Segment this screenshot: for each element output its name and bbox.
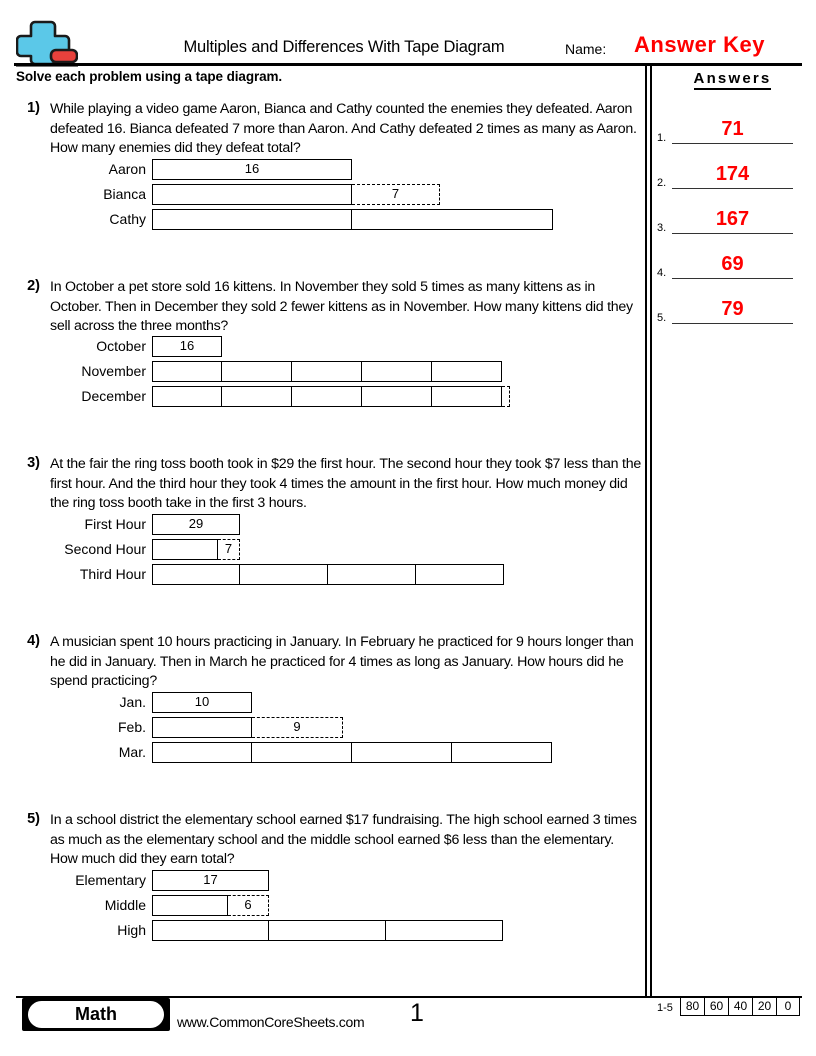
page-number: 1 — [410, 999, 424, 1027]
score-box: 60 — [704, 997, 728, 1016]
tape-row-label: October — [96, 338, 146, 354]
problem-text: At the fair the ring toss booth took in $29 the first hour. The second hour they took $7 less than the first hour. And the third hour they took 4 times the amount in the first hour. How much money did the ring toss booth take in the first 3 hours. — [50, 456, 641, 512]
tape-segment-dashed: 7 — [218, 539, 240, 560]
answer-blank-line — [672, 188, 793, 190]
tape-diagram-row — [0, 692, 640, 716]
tape-segment-dashed: 9 — [252, 717, 343, 738]
tape-row-label: Second Hour — [64, 541, 146, 557]
tape-segment-dashed — [502, 386, 510, 407]
tape-segment: 29 — [152, 514, 240, 535]
tape-segment — [252, 742, 352, 763]
problem-text: In a school district the elementary school earned $17 fundraising. The high school earned 3 times as much as the elementary school and the middle school earned $6 less than the elementary. How much did they earn total? — [50, 812, 637, 868]
tape-diagram-row — [0, 159, 640, 183]
tape-segment — [152, 539, 218, 560]
tape-diagram-row — [0, 870, 640, 894]
answer-number: 4. — [657, 267, 667, 279]
name-label: Name: — [565, 41, 607, 57]
tape-segment — [152, 209, 352, 230]
tape-diagram-row — [0, 717, 640, 741]
problem-number: 3) — [27, 455, 40, 471]
tape-segment — [292, 361, 362, 382]
tape-segment — [386, 920, 503, 941]
answer-blank-line — [672, 278, 793, 280]
answer-value: 79 — [721, 298, 744, 320]
tape-segment — [222, 361, 292, 382]
tape-segment — [432, 386, 502, 407]
answer-number: 3. — [657, 222, 667, 234]
answer-number: 5. — [657, 312, 667, 324]
tape-diagram-row — [0, 386, 640, 410]
tape-segment: 16 — [152, 159, 352, 180]
problem-number: 2) — [27, 278, 40, 294]
tape-segment: 16 — [152, 336, 222, 357]
answer-value: 69 — [721, 253, 744, 275]
answers-heading-label: Answers — [694, 70, 772, 90]
tape-row-label: Bianca — [103, 186, 146, 202]
tape-diagram-row — [0, 920, 640, 944]
tape-segment — [152, 717, 252, 738]
tape-segment — [328, 564, 416, 585]
answer-row — [657, 284, 797, 324]
tape-segment — [152, 742, 252, 763]
problem-text: A musician spent 10 hours practicing in January. In February he practiced for 9 hours longer than he did in January. Then in March he practiced for 4 times as long as January. How hours did he spend practicing? — [50, 634, 634, 690]
website-url: www.CommonCoreSheets.com — [177, 1014, 365, 1030]
tape-diagram-row — [0, 361, 640, 385]
tape-segment — [269, 920, 386, 941]
tape-row-label: Feb. — [117, 719, 146, 735]
tape-segment — [362, 386, 432, 407]
tape-row-label: Elementary — [75, 872, 146, 888]
tape-diagram-row — [0, 564, 640, 588]
tape-segment — [416, 564, 504, 585]
answer-value: 174 — [715, 163, 750, 185]
tape-segment: 10 — [152, 692, 252, 713]
answer-number: 2. — [657, 177, 667, 189]
problem-number: 5) — [27, 811, 40, 827]
tape-diagram-row — [0, 209, 640, 233]
tape-segment — [362, 361, 432, 382]
tape-row-label: High — [117, 922, 146, 938]
tape-segment — [152, 895, 228, 916]
tape-row-label: First Hour — [84, 516, 146, 532]
tape-segment-dashed: 7 — [352, 184, 440, 205]
page-title: Multiples and Differences With Tape Diagram — [183, 38, 505, 56]
answer-row — [657, 104, 797, 144]
tape-row-label: Middle — [104, 897, 146, 913]
tape-segment — [292, 386, 362, 407]
tape-segment — [432, 361, 502, 382]
score-scale — [680, 997, 800, 1016]
score-box: 80 — [680, 997, 704, 1016]
tape-segment: 17 — [152, 870, 269, 891]
answer-blank-line — [672, 323, 793, 325]
score-box: 40 — [728, 997, 752, 1016]
tape-segment — [152, 361, 222, 382]
header-divider — [14, 63, 802, 66]
answer-key-value: Answer Key — [634, 32, 765, 57]
tape-diagram-row — [0, 336, 640, 360]
instructions-text: Solve each problem using a tape diagram. — [16, 69, 283, 84]
answer-row — [657, 149, 797, 189]
answer-row — [657, 239, 797, 279]
problem-number: 4) — [27, 633, 40, 649]
tape-segment-dashed: 6 — [228, 895, 269, 916]
page-header — [14, 16, 802, 64]
answers-heading — [660, 70, 805, 87]
tape-row-label: Third Hour — [79, 566, 146, 582]
tape-row-label: Mar. — [118, 744, 146, 760]
problem-text: In October a pet store sold 16 kittens. In November they sold 5 times as many kittens as in October. Then in December they sold 2 fewer kittens as in November. How many kittens did they sell across the three months? — [50, 279, 633, 335]
answer-value: 167 — [715, 208, 750, 230]
tape-segment — [152, 386, 222, 407]
problem-text: While playing a video game Aaron, Bianca and Cathy counted the enemies they defeated. Aaron defeated 16. Bianca defeated 7 more than Aaron. And Cathy defeated 2 times as many as Aaron. How many enemies did they defeat total? — [50, 101, 637, 157]
score-range-label: 1-5 — [657, 1002, 673, 1014]
tape-diagram-row — [0, 742, 640, 766]
subject-badge — [22, 998, 170, 1031]
column-divider-right — [650, 66, 652, 996]
score-box: 20 — [752, 997, 776, 1016]
subject-badge-label: Math — [28, 1001, 164, 1028]
tape-diagram-row — [0, 539, 640, 563]
answer-row — [657, 194, 797, 234]
tape-row-label: Jan. — [119, 694, 146, 710]
tape-segment — [152, 920, 269, 941]
answer-blank-line — [672, 143, 793, 145]
score-box: 0 — [776, 997, 800, 1016]
plus-minus-logo-icon — [16, 18, 78, 68]
tape-segment — [352, 742, 452, 763]
tape-segment — [152, 184, 352, 205]
tape-row-label: November — [81, 363, 146, 379]
answer-blank-line — [672, 233, 793, 235]
problem-number: 1) — [27, 100, 40, 116]
tape-segment — [222, 386, 292, 407]
tape-row-label: Aaron — [108, 161, 146, 177]
tape-segment — [152, 564, 240, 585]
tape-segment — [240, 564, 328, 585]
tape-row-label: Cathy — [109, 211, 146, 227]
answer-value: 71 — [721, 118, 744, 140]
column-divider-left — [645, 66, 647, 996]
tape-diagram-row — [0, 514, 640, 538]
tape-segment — [352, 209, 553, 230]
tape-segment — [452, 742, 552, 763]
tape-diagram-row — [0, 895, 640, 919]
answer-number: 1. — [657, 132, 667, 144]
tape-diagram-row — [0, 184, 640, 208]
tape-row-label: December — [81, 388, 146, 404]
